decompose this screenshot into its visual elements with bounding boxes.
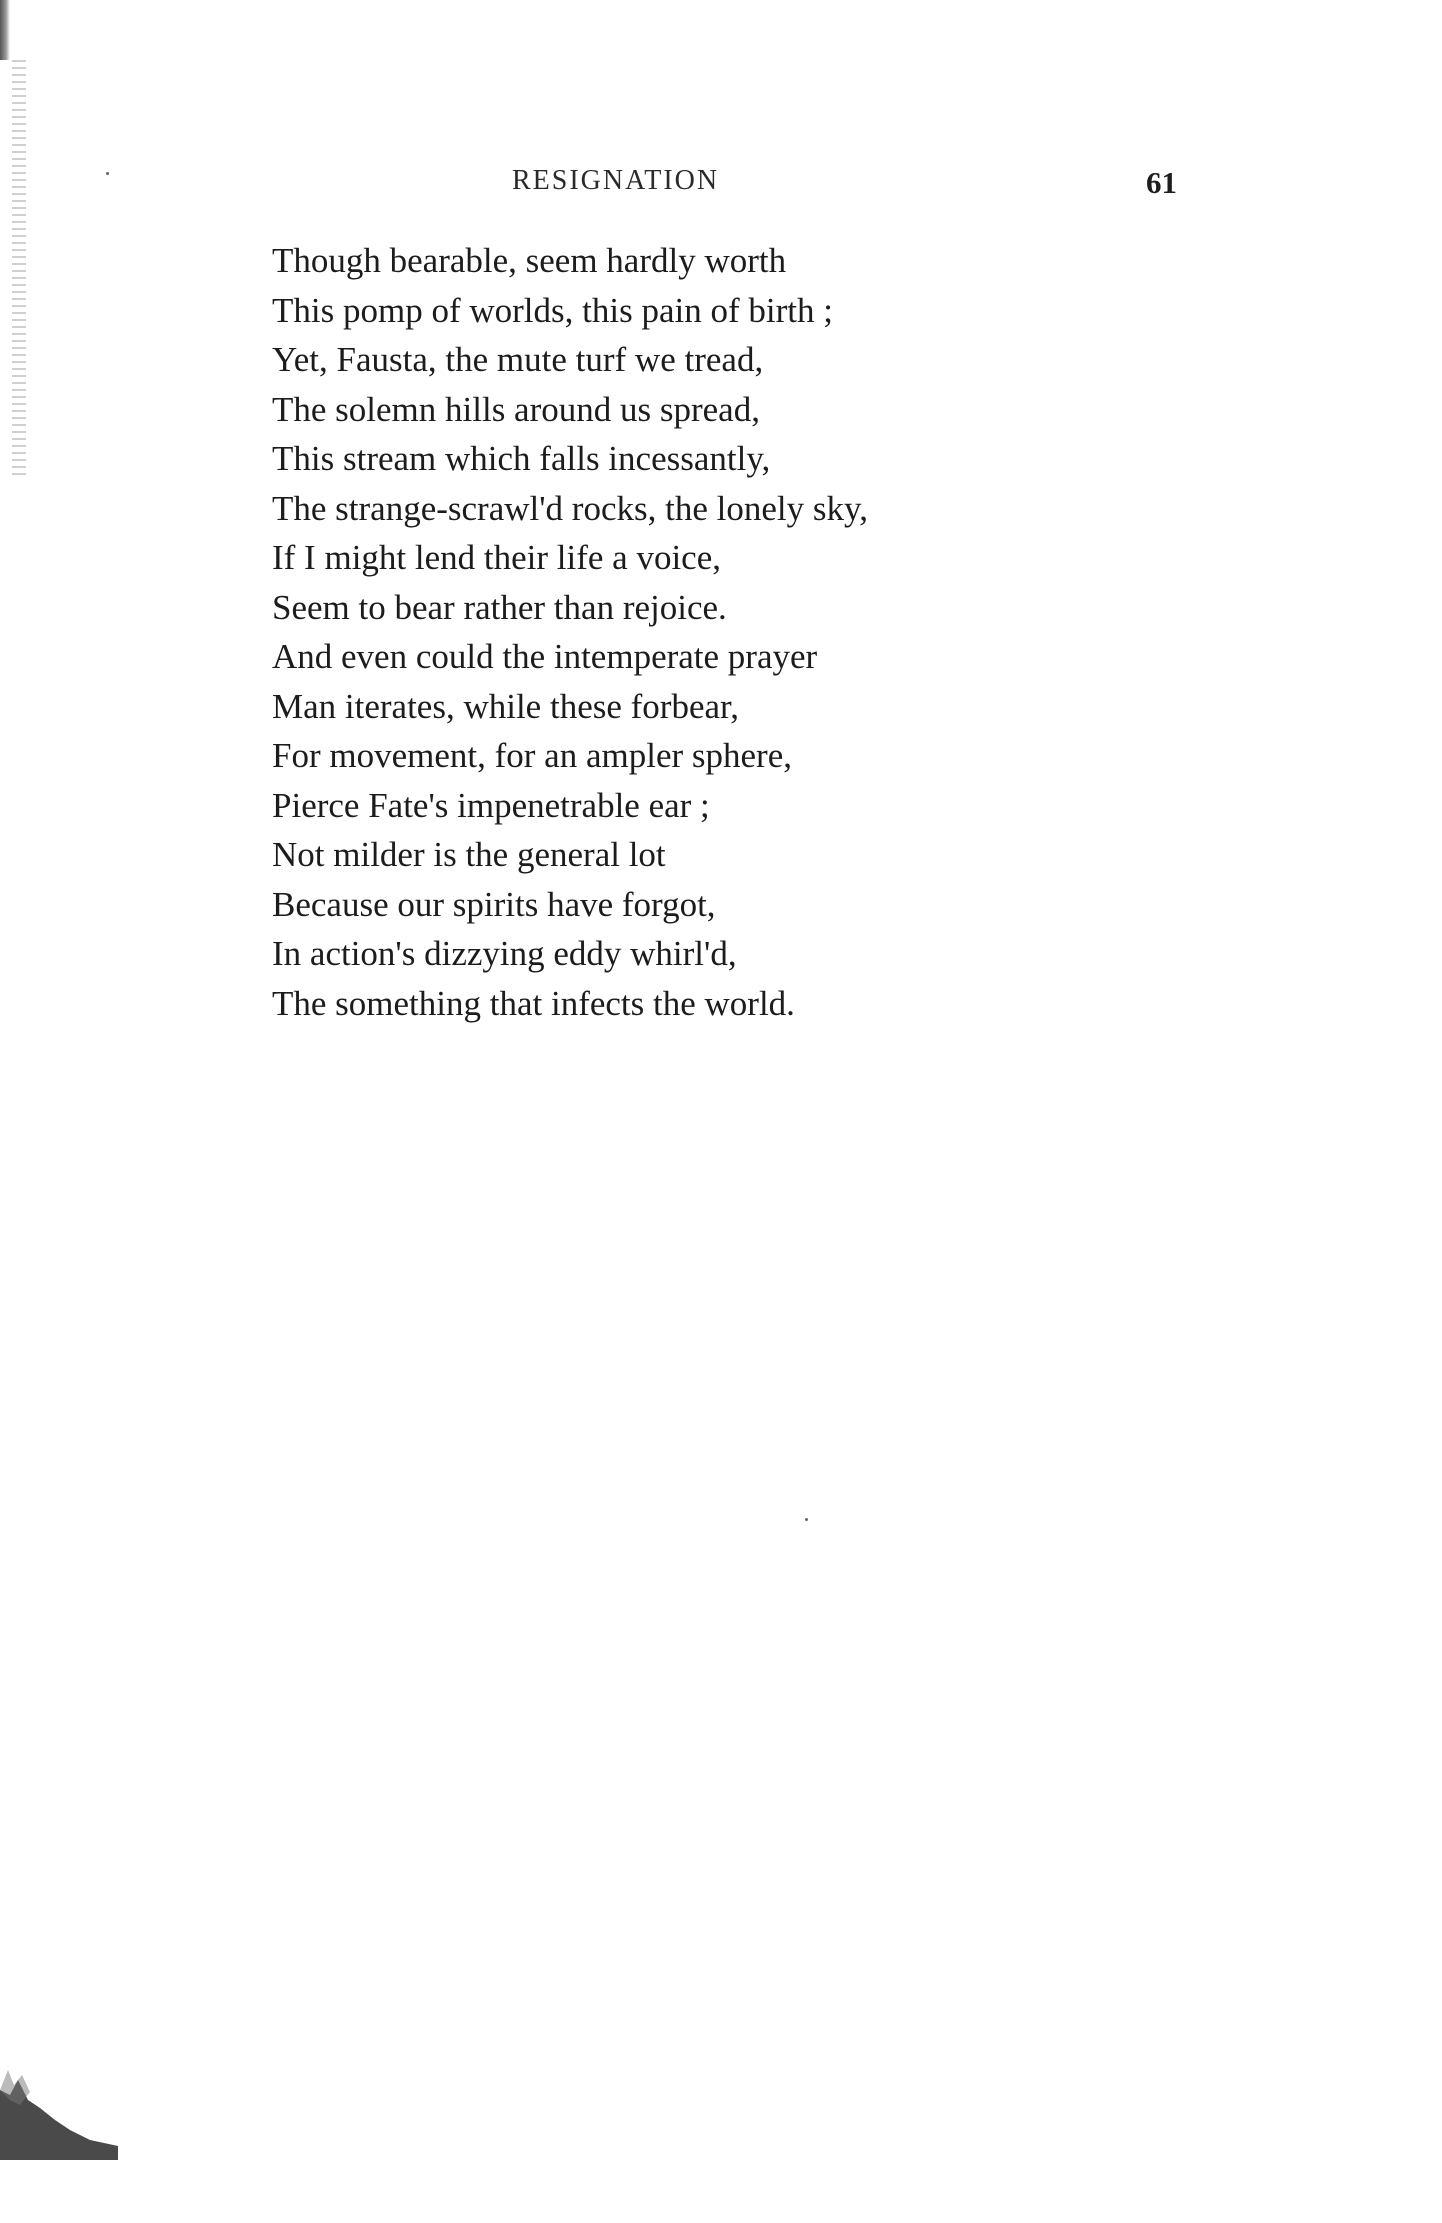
speck	[805, 1518, 808, 1521]
poem-line: Because our spirits have forgot,	[272, 884, 716, 924]
poem-line: This stream which falls incessantly,	[272, 439, 771, 478]
poem-line: Though bearable, seem hardly worth	[272, 241, 787, 280]
scan-shadow-top	[0, 0, 10, 60]
poem-line: For movement, for an ampler sphere,	[272, 736, 792, 775]
poem-line: Man iterates, while these forbear,	[272, 686, 740, 726]
running-title: RESIGNATION	[512, 165, 720, 196]
poem-stanza	[272, 236, 1172, 1028]
running-head	[0, 163, 1442, 203]
poem-line: The strange-scrawl'd rocks, the lonely sky,	[272, 488, 868, 528]
scan-edge-artifact	[0, 0, 30, 2223]
poem-line: The solemn hills around us spread,	[272, 389, 760, 429]
poem-line: This pomp of worlds, this pain of birth ;	[272, 290, 833, 330]
poem-line: If I might lend their life a voice,	[272, 538, 722, 577]
poem-line: The something that infects the world.	[272, 983, 795, 1023]
poem-line: Not milder is the general lot	[272, 835, 666, 874]
page-number: 61	[1146, 165, 1177, 200]
scan-shadow-strip	[12, 60, 26, 480]
poem-line: In action's dizzying eddy whirl'd,	[272, 934, 737, 973]
poem-line: Pierce Fate's impenetrable ear ;	[272, 785, 710, 825]
poem-line: Seem to bear rather than rejoice.	[272, 587, 727, 627]
poem-line: And even could the intemperate prayer	[272, 637, 818, 676]
scan-shadow-bottom	[0, 2050, 120, 2160]
poem-line: Yet, Fausta, the mute turf we tread,	[272, 340, 764, 379]
